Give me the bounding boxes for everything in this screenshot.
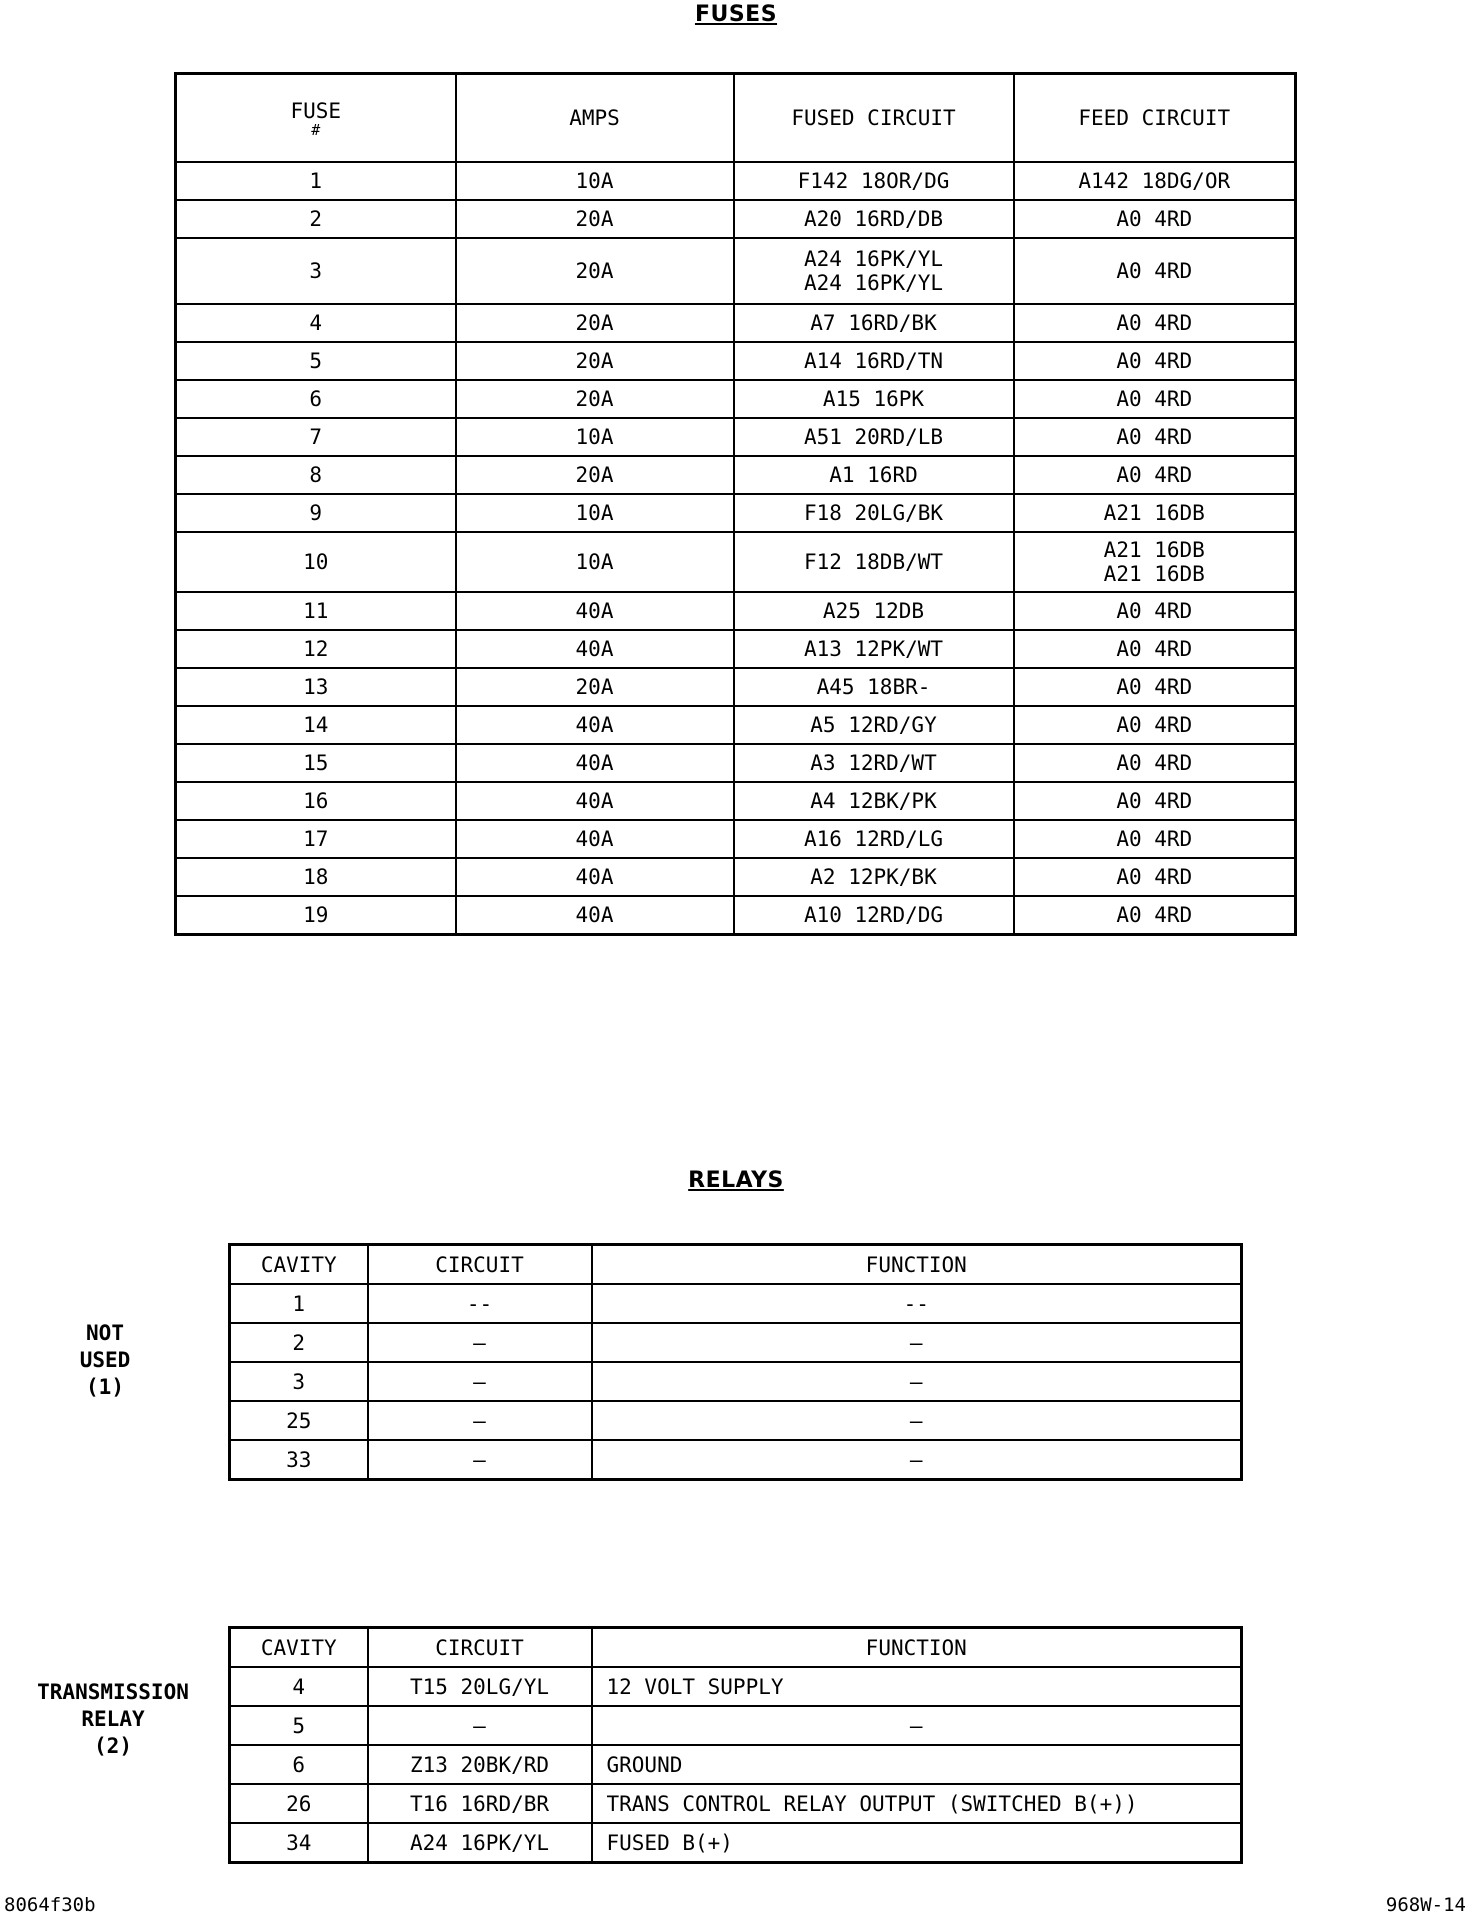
fuses-title: FUSES [694,2,778,27]
fuse-row [176,592,1296,630]
relay-circuit-cell: – [368,1362,592,1401]
fuse-row [176,342,1296,380]
fuse-amps-cell: 20A [456,456,734,494]
fuse-number-cell: 6 [176,380,456,418]
feed-circuit-cell: A0 4RD [1014,896,1296,934]
relay-function-cell: – [592,1323,1242,1362]
fuse-row [176,668,1296,706]
fuse-number-cell: 11 [176,592,456,630]
relay-cavity-cell: 33 [230,1440,368,1480]
fused-circuit-cell: A3 12RD/WT [734,744,1014,782]
relay-row [230,1706,1242,1745]
fuse-amps-cell: 40A [456,782,734,820]
fuse-amps-cell: 20A [456,380,734,418]
feed-circuit-cell: A0 4RD [1014,706,1296,744]
relay-row [230,1323,1242,1362]
relay-row [230,1440,1242,1480]
fused-circuit-cell: A1 16RD [734,456,1014,494]
transmission-relay-label: TRANSMISSION RELAY (2) [37,1680,189,1758]
feed-circuit-cell: A21 16DB A21 16DB [1014,532,1296,592]
relay-function-cell: – [592,1401,1242,1440]
relay-row [230,1362,1242,1401]
relays-header-row [230,1245,1242,1285]
relay-circuit-cell: – [368,1323,592,1362]
fused-circuit-cell: A10 12RD/DG [734,896,1014,934]
header-cavity: CAVITY [230,1245,368,1285]
relay-circuit-cell: A24 16PK/YL [368,1823,592,1863]
fused-circuit-cell: F12 18DB/WT [734,532,1014,592]
relay-row [230,1823,1242,1863]
fuse-amps-cell: 40A [456,706,734,744]
fuse-row [176,238,1296,304]
fuses-table [174,72,1297,936]
fuse-row [176,858,1296,896]
relay-cavity-cell: 25 [230,1401,368,1440]
relay-cavity-cell: 34 [230,1823,368,1863]
fuse-number-cell: 9 [176,494,456,532]
feed-circuit-cell: A0 4RD [1014,592,1296,630]
fused-circuit-cell: A7 16RD/BK [734,304,1014,342]
fuse-amps-cell: 10A [456,418,734,456]
relays-transmission-table [228,1626,1243,1864]
relay-function-cell: – [592,1440,1242,1480]
fuse-number-cell: 5 [176,342,456,380]
fused-circuit-cell: A13 12PK/WT [734,630,1014,668]
fuse-row [176,706,1296,744]
relay-function-cell: – [592,1362,1242,1401]
relay-function-cell: – [592,1706,1242,1745]
relay-circuit-cell: -- [368,1284,592,1323]
fuse-row [176,532,1296,592]
fused-circuit-cell: A24 16PK/YL A24 16PK/YL [734,238,1014,304]
header-fused-circuit: FUSED CIRCUIT [734,74,1014,163]
fuse-number-cell: 19 [176,896,456,934]
relay-cavity-cell: 5 [230,1706,368,1745]
fuse-amps-cell: 20A [456,200,734,238]
fuse-row [176,630,1296,668]
fuse-row [176,380,1296,418]
feed-circuit-cell: A0 4RD [1014,630,1296,668]
fuse-row [176,494,1296,532]
feed-circuit-cell: A0 4RD [1014,456,1296,494]
relay-function-cell: FUSED B(+) [592,1823,1242,1863]
fuse-number-cell: 13 [176,668,456,706]
relay-function-cell: 12 VOLT SUPPLY [592,1667,1242,1706]
fused-circuit-cell: A15 16PK [734,380,1014,418]
relay-cavity-cell: 4 [230,1667,368,1706]
relay-circuit-cell: T16 16RD/BR [368,1784,592,1823]
fuse-number-cell: 15 [176,744,456,782]
fuse-amps-cell: 20A [456,668,734,706]
fuse-number-cell: 17 [176,820,456,858]
fuse-row [176,744,1296,782]
relay-circuit-cell: – [368,1440,592,1480]
feed-circuit-cell: A0 4RD [1014,820,1296,858]
fuse-amps-cell: 20A [456,238,734,304]
relay-row [230,1284,1242,1323]
feed-circuit-cell: A0 4RD [1014,380,1296,418]
fuse-amps-cell: 40A [456,744,734,782]
fused-circuit-cell: A25 12DB [734,592,1014,630]
relay-row [230,1667,1242,1706]
header-amps: AMPS [456,74,734,163]
fused-circuit-cell: A14 16RD/TN [734,342,1014,380]
fused-circuit-cell: A4 12BK/PK [734,782,1014,820]
fuse-amps-cell: 10A [456,494,734,532]
feed-circuit-cell: A0 4RD [1014,200,1296,238]
relay-cavity-cell: 3 [230,1362,368,1401]
feed-circuit-cell: A21 16DB [1014,494,1296,532]
header-function: FUNCTION [592,1245,1242,1285]
fuse-row [176,782,1296,820]
relay-cavity-cell: 6 [230,1745,368,1784]
fused-circuit-cell: A16 12RD/LG [734,820,1014,858]
feed-circuit-cell: A0 4RD [1014,858,1296,896]
fuse-row [176,162,1296,200]
fuse-amps-cell: 40A [456,896,734,934]
relay-circuit-cell: – [368,1706,592,1745]
relays-not-used-table [228,1243,1243,1481]
fuse-amps-cell: 20A [456,304,734,342]
relay-row [230,1745,1242,1784]
header-fuse: FUSE # [176,74,456,163]
feed-circuit-cell: A0 4RD [1014,668,1296,706]
feed-circuit-cell: A0 4RD [1014,342,1296,380]
fuse-row [176,200,1296,238]
fuse-amps-cell: 10A [456,162,734,200]
fuse-number-cell: 2 [176,200,456,238]
fuse-amps-cell: 40A [456,820,734,858]
fuse-number-cell: 3 [176,238,456,304]
fused-circuit-cell: A2 12PK/BK [734,858,1014,896]
relay-circuit-cell: – [368,1401,592,1440]
fused-circuit-cell: F18 20LG/BK [734,494,1014,532]
fuse-number-cell: 7 [176,418,456,456]
fused-circuit-cell: A5 12RD/GY [734,706,1014,744]
fused-circuit-cell: F142 18OR/DG [734,162,1014,200]
fuse-number-cell: 12 [176,630,456,668]
fuse-number-cell: 1 [176,162,456,200]
feed-circuit-cell: A0 4RD [1014,782,1296,820]
fuse-row [176,456,1296,494]
fuse-amps-cell: 20A [456,342,734,380]
header-circuit: CIRCUIT [368,1628,592,1668]
fuse-row [176,418,1296,456]
relay-function-cell: TRANS CONTROL RELAY OUTPUT (SWITCHED B(+)) [592,1784,1242,1823]
fuse-row [176,304,1296,342]
fuse-number-cell: 10 [176,532,456,592]
fuse-row [176,820,1296,858]
fuse-amps-cell: 40A [456,858,734,896]
relay-row [230,1784,1242,1823]
fuse-number-cell: 14 [176,706,456,744]
relay-function-cell: -- [592,1284,1242,1323]
fused-circuit-cell: A51 20RD/LB [734,418,1014,456]
fuse-amps-cell: 10A [456,532,734,592]
relay-function-cell: GROUND [592,1745,1242,1784]
header-fuse-sub: # [311,121,321,139]
feed-circuit-cell: A0 4RD [1014,418,1296,456]
relay-circuit-cell: T15 20LG/YL [368,1667,592,1706]
fuses-header-row [176,74,1296,163]
relay-cavity-cell: 2 [230,1323,368,1362]
header-feed-circuit: FEED CIRCUIT [1014,74,1296,163]
relays-header-row [230,1628,1242,1668]
feed-circuit-cell: A0 4RD [1014,238,1296,304]
fuse-number-cell: 8 [176,456,456,494]
feed-circuit-cell: A0 4RD [1014,304,1296,342]
header-cavity: CAVITY [230,1628,368,1668]
footer-right-code: 968W-14 [1385,1894,1466,1916]
fuse-row [176,896,1296,934]
footer-left-code: 8064f30b [4,1894,96,1916]
header-circuit: CIRCUIT [368,1245,592,1285]
fuse-number-cell: 18 [176,858,456,896]
fuse-amps-cell: 40A [456,630,734,668]
relays-title: RELAYS [688,1168,784,1193]
fuse-amps-cell: 40A [456,592,734,630]
fuse-number-cell: 4 [176,304,456,342]
fuse-number-cell: 16 [176,782,456,820]
relay-cavity-cell: 1 [230,1284,368,1323]
not-used-label: NOT USED (1) [79,1321,131,1399]
fused-circuit-cell: A45 18BR- [734,668,1014,706]
feed-circuit-cell: A142 18DG/OR [1014,162,1296,200]
relay-row [230,1401,1242,1440]
feed-circuit-cell: A0 4RD [1014,744,1296,782]
relay-cavity-cell: 26 [230,1784,368,1823]
header-function: FUNCTION [592,1628,1242,1668]
relay-circuit-cell: Z13 20BK/RD [368,1745,592,1784]
fused-circuit-cell: A20 16RD/DB [734,200,1014,238]
